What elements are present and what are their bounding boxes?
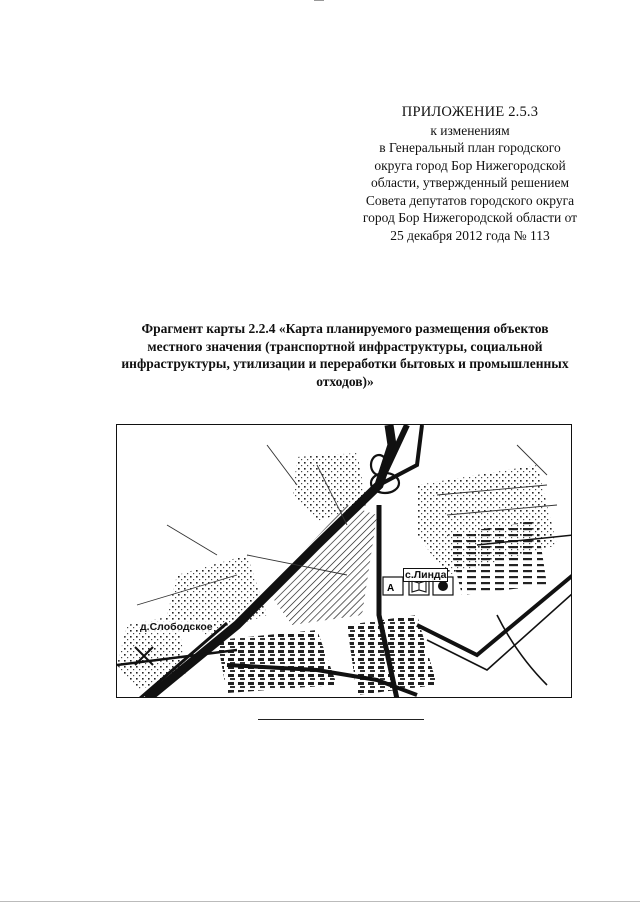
map-fragment — [116, 424, 572, 698]
title-line: инфраструктуры, утилизации и переработки бытовых и промышленных — [121, 356, 569, 371]
title-line: отходов)» — [316, 373, 374, 389]
page-top-mark — [314, 0, 324, 1]
industrial-zone — [267, 505, 377, 625]
appendix-line: Совета депутатов городского округа — [365, 192, 575, 208]
appendix-heading: ПРИЛОЖЕНИЕ 2.5.3 — [401, 104, 539, 120]
appendix-line: к изменениям — [430, 122, 510, 138]
separator-line — [258, 719, 424, 720]
appendix-block — [320, 104, 620, 244]
svg-text:A: A — [387, 583, 395, 594]
title-line: Фрагмент карты 2.2.4 «Карта планируемого размещения объектов — [141, 321, 549, 336]
document-title — [95, 320, 595, 390]
appendix-line: в Генеральный план городского — [379, 140, 561, 155]
settlement-label-linda: с.Линда — [405, 569, 447, 581]
page-bottom-edge — [0, 901, 640, 902]
appendix-line: округа город Бор Нижегородской — [374, 157, 566, 173]
settlement-label-slobodskoe: д.Слободское — [140, 621, 213, 633]
map-drawing — [117, 425, 572, 698]
title-line: местного значения (транспортной инфраструктуры, социальной — [147, 338, 543, 354]
appendix-line: город Бор Нижегородской области от — [362, 210, 578, 225]
appendix-line: области, утвержденный решением — [371, 175, 569, 190]
appendix-line: 25 декабря 2012 года № 113 — [390, 227, 550, 243]
